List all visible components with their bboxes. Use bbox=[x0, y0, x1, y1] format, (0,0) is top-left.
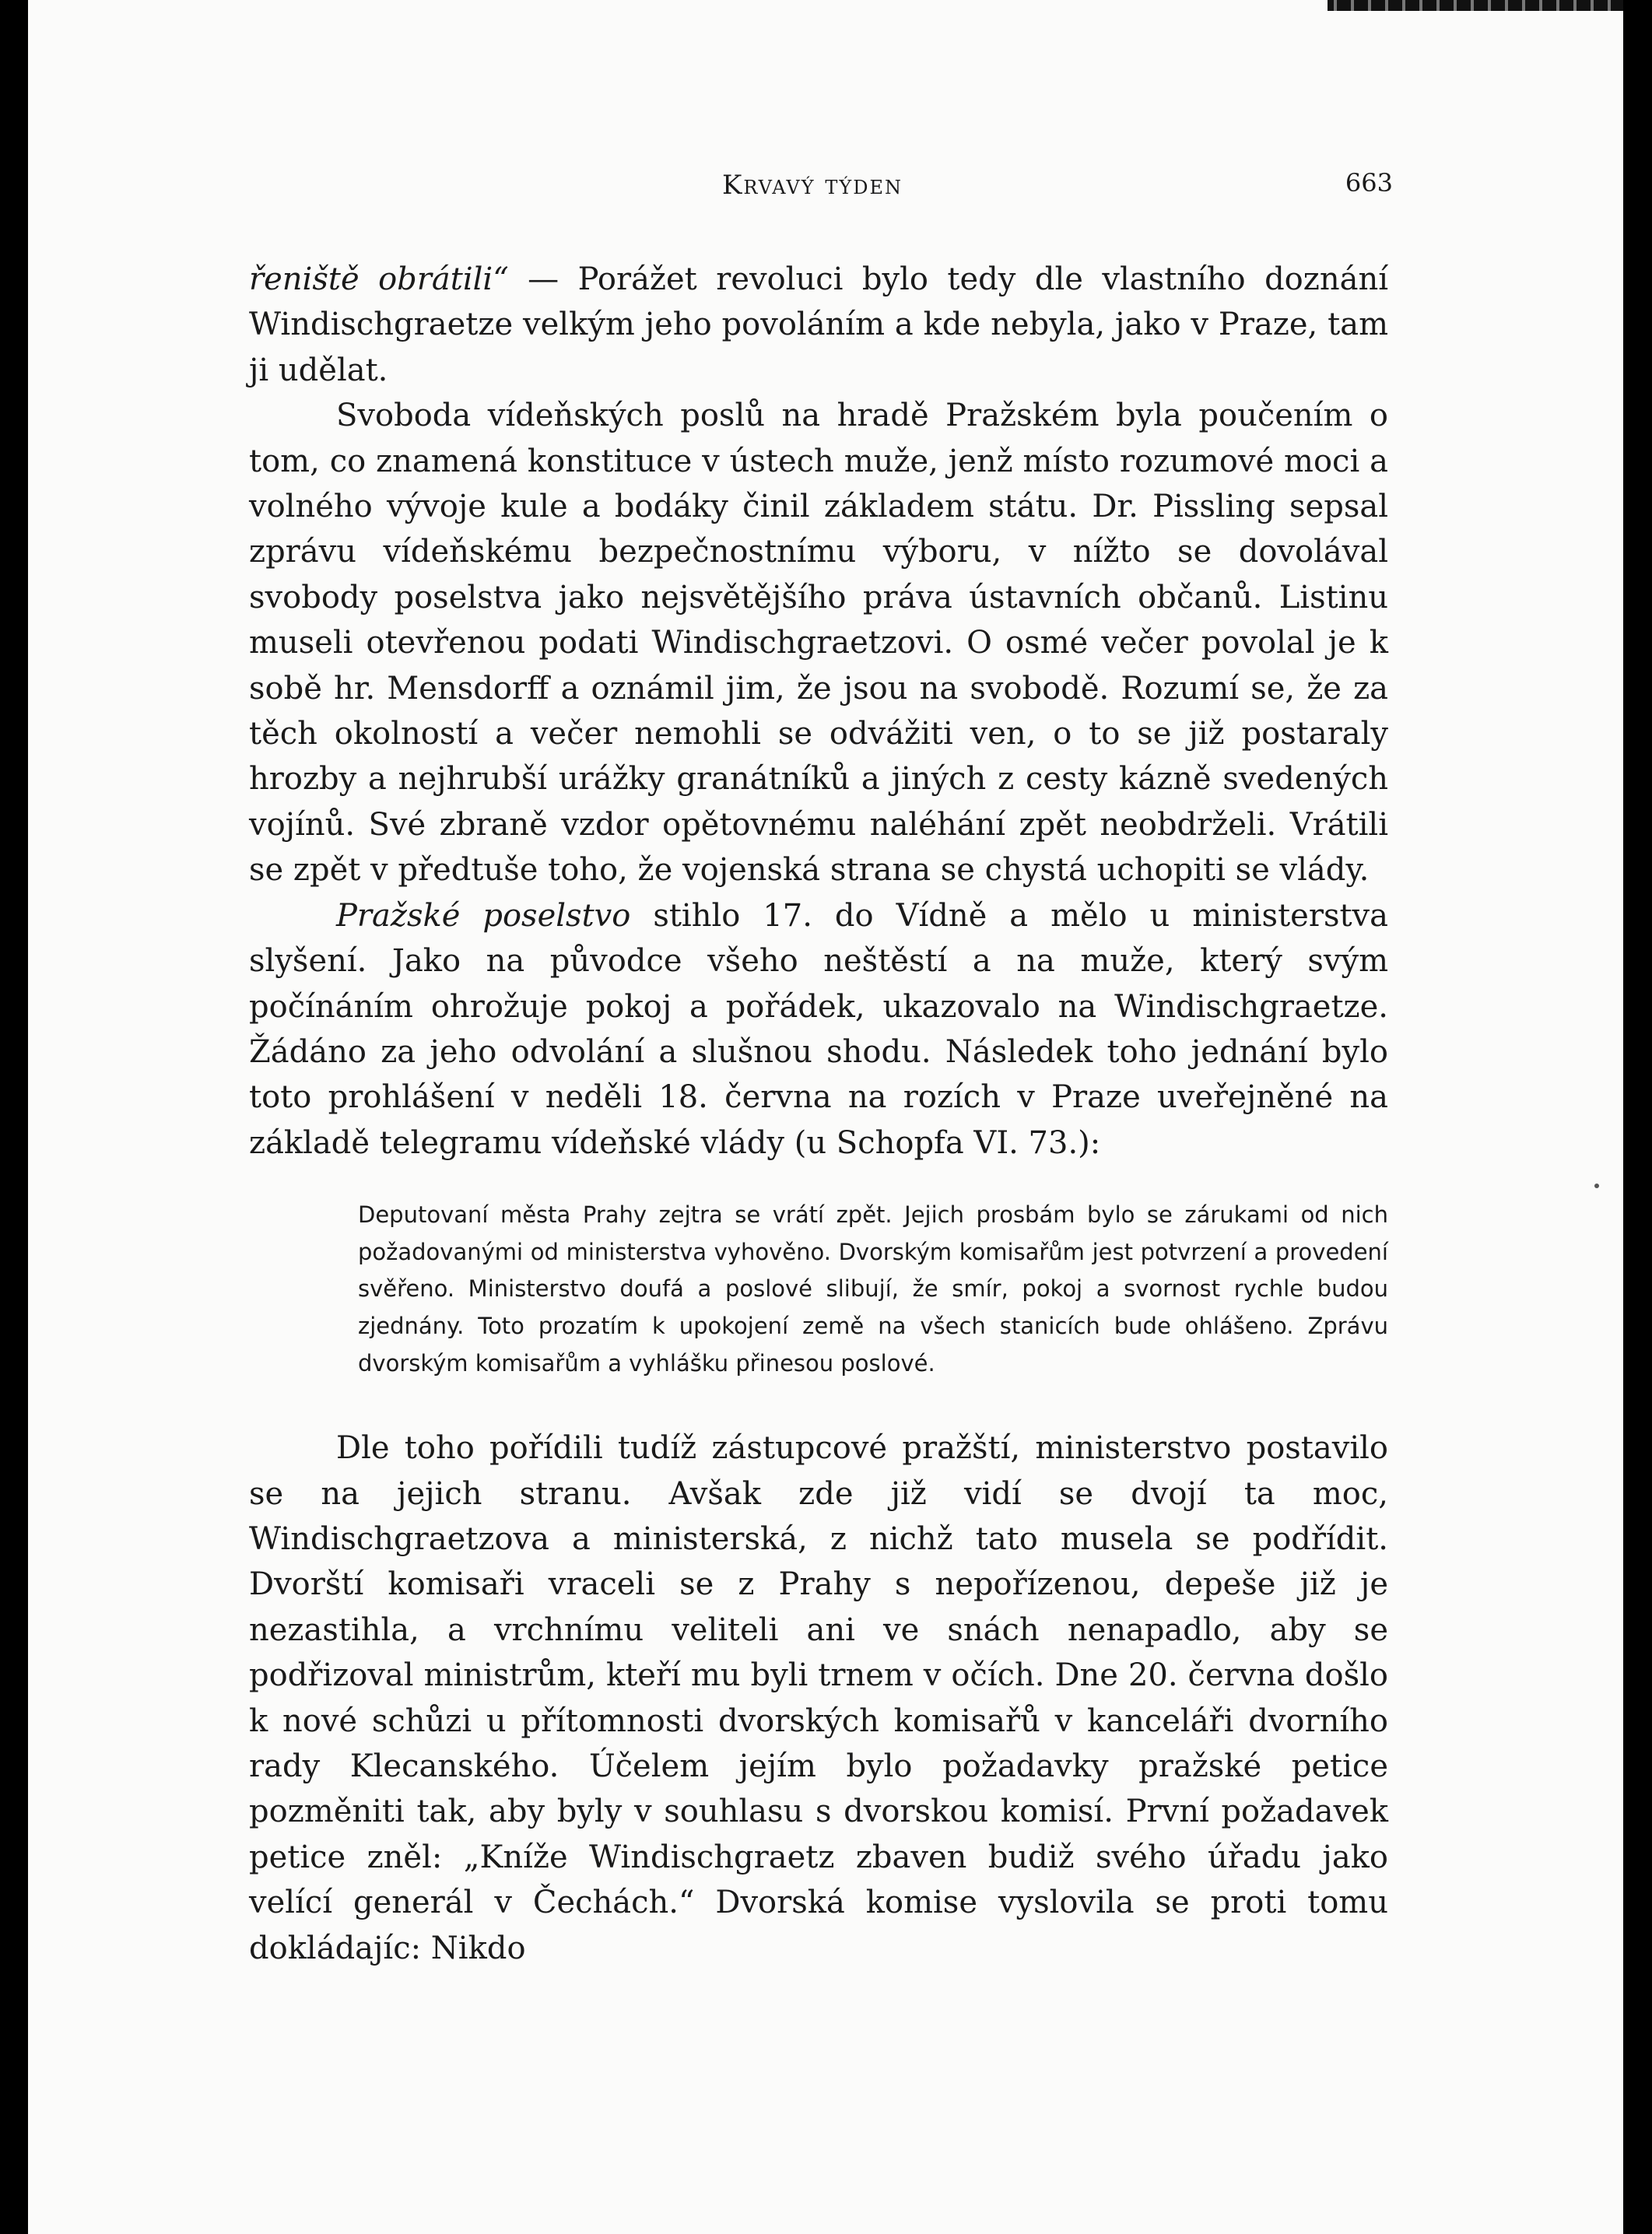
scan-edge-artifact bbox=[1328, 0, 1623, 11]
book-page bbox=[28, 0, 1623, 2234]
paragraph-1 bbox=[249, 257, 1388, 393]
paragraph-3-lead-italic: Pražské poselstvo bbox=[336, 897, 631, 934]
block-quote: Deputovaní města Prahy zejtra se vrátí zpět. Jejich prosbám bylo se zárukami od nich požadovanými od ministerstva vyhověno. Dvorským komisařům jest potvrzení a provedení svěřeno. Ministerstvo doufá a poslové slibují, že smír, pokoj a svornost rychle budou zjednány. Toto prozatím k upokojení země na všech stanicích bude ohlášeno. Zprávu dvorským komisařům a vyhlášku přinesou poslové. bbox=[358, 1201, 1388, 1377]
page-number: 663 bbox=[1345, 168, 1393, 198]
paragraph-3-text: stihlo 17. do Vídně a mělo u ministerstva slyšení. Jako na původce všeho neštěstí a na muže, který svým počínáním ohrožuje pokoj a pořádek, ukazovalo na Windischgraetze. Žádáno za jeho odvolání a slušnou shodu. Následek toho jednání bylo toto prohlášení v neděli 18. června na rozích v Praze uveřejněné na základě telegramu vídeňské vlády (u Schopfa VI. 73.): bbox=[249, 897, 1389, 1161]
paragraph-1-lead-italic: řeniště obrátili“ bbox=[249, 261, 509, 297]
page-header bbox=[232, 163, 1393, 210]
paragraph-3 bbox=[249, 893, 1388, 1166]
body-text bbox=[249, 257, 1388, 1971]
scan-dot-mark bbox=[1594, 1184, 1599, 1188]
paragraph-1-text: — Porážet revoluci bylo tedy dle vlastního doznání Windischgraetze velkým jeho povoláním a kde nebyla, jako v Praze, tam ji udělat. bbox=[249, 261, 1388, 388]
paragraph-2: Svoboda vídeňských poslů na hradě Pražském byla poučením o tom, co znamená konstituce v ústech muže, jenž místo rozumové moci a volného vývoje kule a bodáky činil základem státu. Dr. Pissling sepsal zprávu vídeňskému bezpečnostnímu výboru, v nížto se dovolával svobody poselstva jako nejsvětějšího práva ústavních občanů. Listinu museli otevřenou podati Windischgraetzovi. O osmé večer povolal je k sobě hr. Mensdorff a oznámil jim, že jsou na svobodě. Rozumí se, že za těch okolností a večer nemohli se odvážiti ven, o to se již postaraly hrozby a nejhrubší urážky granátníků a jiných z cesty kázně svedených vojínů. Své zbraně vzdor opětovnému naléhání zpět neobdrželi. Vrátili se zpět v předtuše toho, že vojenská strana se chystá uchopiti se vlády. bbox=[249, 398, 1388, 889]
paragraph-5: Dle toho pořídili tudíž zástupcové pražští, ministerstvo postavilo se na jejich stranu. Avšak zde již vidí se dvojí ta moc, Windischgraetzova a ministerská, z nichž tato musela se podřídit. Dvorští komisaři vraceli se z Prahy s nepořízenou, depeše již je nezastihla, a vrchnímu veliteli ani ve snách nenapadlo, aby se podřizoval ministrům, kteří mu byli trnem v očích. Dne 20. června došlo k nové schůzi u přítomnosti dvorských komisařů v kanceláři dvorního rady Klecanského. Účelem jejím bylo požadavky pražské petice pozměniti tak, aby byly v souhlasu s dvorskou komisí. První požadavek petice zněl: „Kníže Windischgraetz zbaven budiž svého úřadu jako velící generál v Čechách.“ Dvorská komise vyslovila se proti tomu dokládajíc: Nikdo bbox=[249, 1430, 1388, 1966]
running-title: Krvavý týden bbox=[721, 170, 903, 201]
